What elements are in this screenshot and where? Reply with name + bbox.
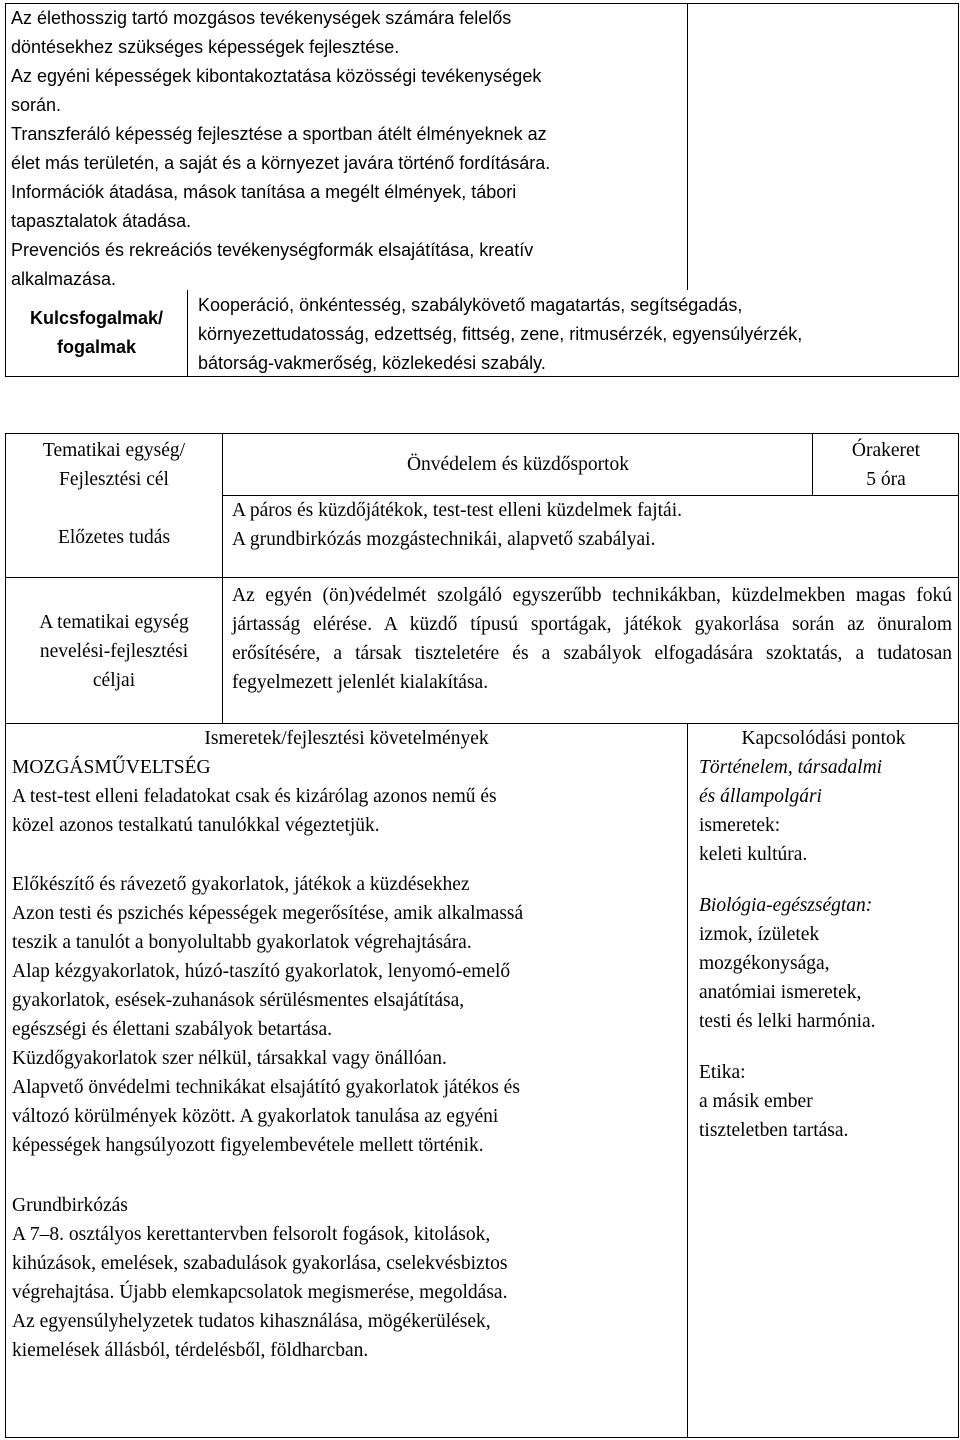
key-concepts-line: bátorság-vakmerőség, közlekedési szabály. xyxy=(198,353,546,373)
requirements-line: Küzdőgyakorlatok szer nélkül, társakkal vagy önállóan. xyxy=(12,1048,447,1069)
link-detail: tiszteletben tartása. xyxy=(699,1120,849,1141)
key-concepts-label-line: fogalmak xyxy=(56,337,137,357)
link-entry xyxy=(699,891,957,1036)
paragraph-gap xyxy=(12,1160,686,1191)
link-detail: a másik ember xyxy=(699,1091,813,1112)
link-subject: Etika: xyxy=(699,1062,746,1083)
requirements-line: változó körülmények között. A gyakorlatok tanulása az egyéni xyxy=(12,1106,499,1127)
hours-block xyxy=(813,436,959,494)
prior-knowledge-line: A grundbirkózás mozgástechnikái, alapvető szabályai. xyxy=(232,529,656,550)
goals-line: során. xyxy=(11,95,62,115)
link-detail: anatómiai ismeretek, xyxy=(699,982,862,1003)
requirements-line: Azon testi és pszichés képességek megerősítése, amik alkalmassá xyxy=(12,903,524,924)
key-concepts-line: Kooperáció, önkéntesség, szabálykövető magatartás, segítségadás, xyxy=(198,295,743,315)
unit-label-line: Tematikai egység/ xyxy=(42,440,186,461)
link-subject: és állampolgári xyxy=(699,786,822,807)
link-entry xyxy=(699,753,957,869)
paragraph-gap xyxy=(12,840,686,870)
goals-line: Az élethosszig tartó mozgásos tevékenységek számára felelős xyxy=(11,8,512,28)
unit-label-line: Fejlesztési cél xyxy=(59,469,169,490)
link-detail: ismeretek: xyxy=(699,815,781,836)
link-subject: Történelem, társadalmi xyxy=(699,757,883,778)
requirements-line: Grundbirkózás xyxy=(12,1195,128,1216)
prior-knowledge-label: Előzetes tudás xyxy=(57,527,171,548)
goals-line: döntésekhez szükséges képességek fejlesztése. xyxy=(11,37,400,57)
requirements-block xyxy=(12,870,686,1160)
unit-goals-label-line: nevelési-fejlesztési xyxy=(39,641,189,662)
goals-text xyxy=(11,4,686,294)
requirements-body xyxy=(12,753,686,1365)
goals-line: élet más területén, a saját és a környezet javára történő fordítására. xyxy=(11,153,551,173)
goals-line: alkalmazása. xyxy=(11,269,117,289)
requirements-line: Alap kézgyakorlatok, húzó-taszító gyakorlatok, lenyomó-emelő xyxy=(12,961,511,982)
link-subject: Biológia-egészségtan: xyxy=(699,895,873,916)
unit-title: Önvédelem és küzdősportok xyxy=(406,454,630,475)
goals-line: Prevenciós és rekreációs tevékenységformák elsajátítása, kreatív xyxy=(11,240,534,260)
requirements-line: kihúzások, emelések, szabadulások gyakorlása, cselekvésbiztos xyxy=(12,1253,508,1274)
goals-line: tapasztalatok átadása. xyxy=(11,211,192,231)
goals-cell-empty xyxy=(688,3,959,290)
paragraph-gap xyxy=(699,1036,957,1058)
link-detail: mozgékonysága, xyxy=(699,953,830,974)
link-detail: testi és lelki harmónia. xyxy=(699,1011,876,1032)
link-entry xyxy=(699,1058,957,1145)
unit-goals-label-line: céljai xyxy=(92,670,136,691)
links-header: Kapcsolódási pontok xyxy=(741,728,906,749)
key-concepts-text xyxy=(198,291,958,378)
requirements-line: Az egyensúlyhelyzetek tudatos kihasználása, mögékerülések, xyxy=(12,1311,491,1332)
requirements-line: teszik a tanulót a bonyolultabb gyakorlatok végrehajtására. xyxy=(12,932,472,953)
goals-line: Transzferáló képesség fejlesztése a sportban átélt élményeknek az xyxy=(11,124,547,144)
key-concepts-label-line: Kulcsfogalmak/ xyxy=(29,308,164,328)
hours-label: Órakeret xyxy=(851,440,921,461)
requirements-line: képességek hangsúlyozott figyelembevétele mellett történik. xyxy=(12,1135,484,1156)
requirements-line: kiemelések állásból, térdelésből, földharcban. xyxy=(12,1340,369,1361)
requirements-line: közel azonos testalkatú tanulókkal végeztetjük. xyxy=(12,815,380,836)
unit-label xyxy=(5,436,223,552)
link-detail: keleti kultúra. xyxy=(699,844,808,865)
requirements-line: egészségi és élettani szabályok betartása. xyxy=(12,1019,332,1040)
requirements-line: Előkészítő és rávezető gyakorlatok, játékok a küzdésekhez xyxy=(12,874,470,895)
paragraph-gap xyxy=(699,869,957,891)
link-detail: izmok, ízületek xyxy=(699,924,820,945)
requirements-line: MOZGÁSMŰVELTSÉG xyxy=(12,757,211,778)
goals-line: Információk átadása, mások tanítása a megélt élmények, tábori xyxy=(11,182,517,202)
requirements-line: A test-test elleni feladatokat csak és kizárólag azonos nemű és xyxy=(12,786,497,807)
key-concepts-line: környezettudatosság, edzettség, fittség, zene, ritmusérzék, egyensúlyérzék, xyxy=(198,324,803,344)
prior-knowledge-line: A páros és küzdőjátékok, test-test elleni küzdelmek fajtái. xyxy=(232,500,682,521)
prior-knowledge-text xyxy=(232,496,952,554)
unit-goals-text: Az egyén (ön)védelmét szolgáló egyszerűbb technikákban, küzdelmekben magas fokú jártasság elérése. A küzdő típusú sportágak, játékok gyakorlása során az önuralom erősítésére, a társak tiszteletére és a szabályok elfogadására szoktatás, a tudatosan fegyelmezett jelenlét kialakítása. xyxy=(232,585,952,693)
requirements-line: A 7–8. osztályos kerettantervben felsorolt fogások, kitolások, xyxy=(12,1224,491,1245)
requirements-line: Alapvető önvédelmi technikákat elsajátító gyakorlatok játékos és xyxy=(12,1077,520,1098)
requirements-block xyxy=(12,753,686,840)
unit-goals-label-line: A tematikai egység xyxy=(39,612,189,633)
requirements-line: gyakorlatok, esések-zuhanások sérülésmentes elsajátítása, xyxy=(12,990,465,1011)
requirements-block xyxy=(12,1191,686,1365)
unit-goals-label xyxy=(5,608,223,695)
key-concepts-label xyxy=(5,304,188,362)
links-body xyxy=(699,753,957,1145)
requirements-header: Ismeretek/fejlesztési követelmények xyxy=(204,728,489,749)
requirements-line: végrehajtása. Újabb elemkapcsolatok megismerése, megoldása. xyxy=(12,1282,508,1303)
goals-line: Az egyéni képességek kibontakoztatása közösségi tevékenységek xyxy=(11,66,542,86)
hours-value: 5 óra xyxy=(866,469,906,490)
